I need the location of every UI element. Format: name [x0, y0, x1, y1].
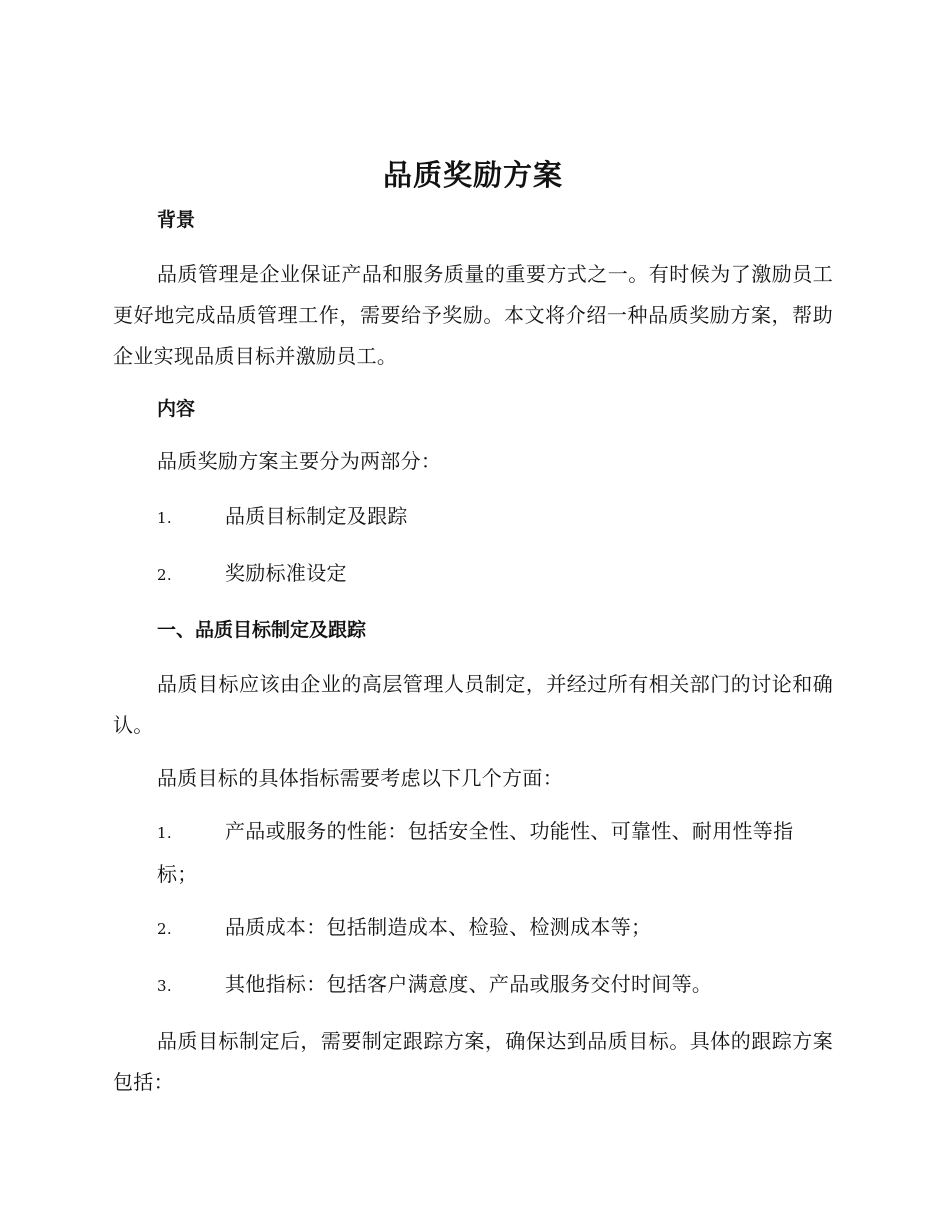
list-item-number: 2.: [157, 920, 172, 938]
section1-paragraph-1: 品质目标应该由企业的高层管理人员制定，并经过所有相关部门的讨论和确认。: [113, 672, 833, 737]
list-item: [113, 964, 833, 1007]
content-heading: 内容: [157, 398, 196, 420]
list-item-text: 品质目标制定及跟踪: [225, 504, 408, 528]
list-item: [113, 553, 833, 596]
list-item-text: 奖励标准设定: [225, 561, 347, 585]
list-item: [113, 907, 833, 950]
section1-paragraph-2: 品质目标的具体指标需要考虑以下几个方面：: [157, 766, 563, 790]
content-intro-paragraph: 品质奖励方案主要分为两部分：: [157, 449, 442, 473]
list-item-number: 2.: [157, 566, 172, 584]
section1-heading: 一、品质目标制定及跟踪: [157, 619, 367, 641]
list-item-text: 品质成本：包括制造成本、检验、检测成本等；: [225, 915, 652, 939]
section1-paragraph-3: 品质目标制定后，需要制定跟踪方案，确保达到品质目标。具体的跟踪方案包括：: [113, 1029, 833, 1094]
list-item-number: 3.: [157, 977, 172, 995]
list-item: [113, 811, 833, 895]
list-item-number: 1.: [157, 824, 172, 842]
background-heading: 背景: [157, 209, 196, 231]
background-paragraph: 品质管理是企业保证产品和服务质量的重要方式之一。有时候为了激励员工更好地完成品质管理工作，需要给予奖励。本文将介绍一种品质奖励方案，帮助企业实现品质目标并激励员工。: [113, 262, 833, 368]
document-content: [113, 150, 833, 1103]
list-item-text: 其他指标：包括客户满意度、产品或服务交付时间等。: [225, 972, 713, 996]
document-title: 品质奖励方案: [382, 158, 563, 192]
list-item-number: 1.: [157, 509, 172, 527]
list-item: [113, 496, 833, 539]
list-item-text: 产品或服务的性能：包括安全性、功能性、可靠性、耐用性等指标；: [157, 819, 794, 886]
